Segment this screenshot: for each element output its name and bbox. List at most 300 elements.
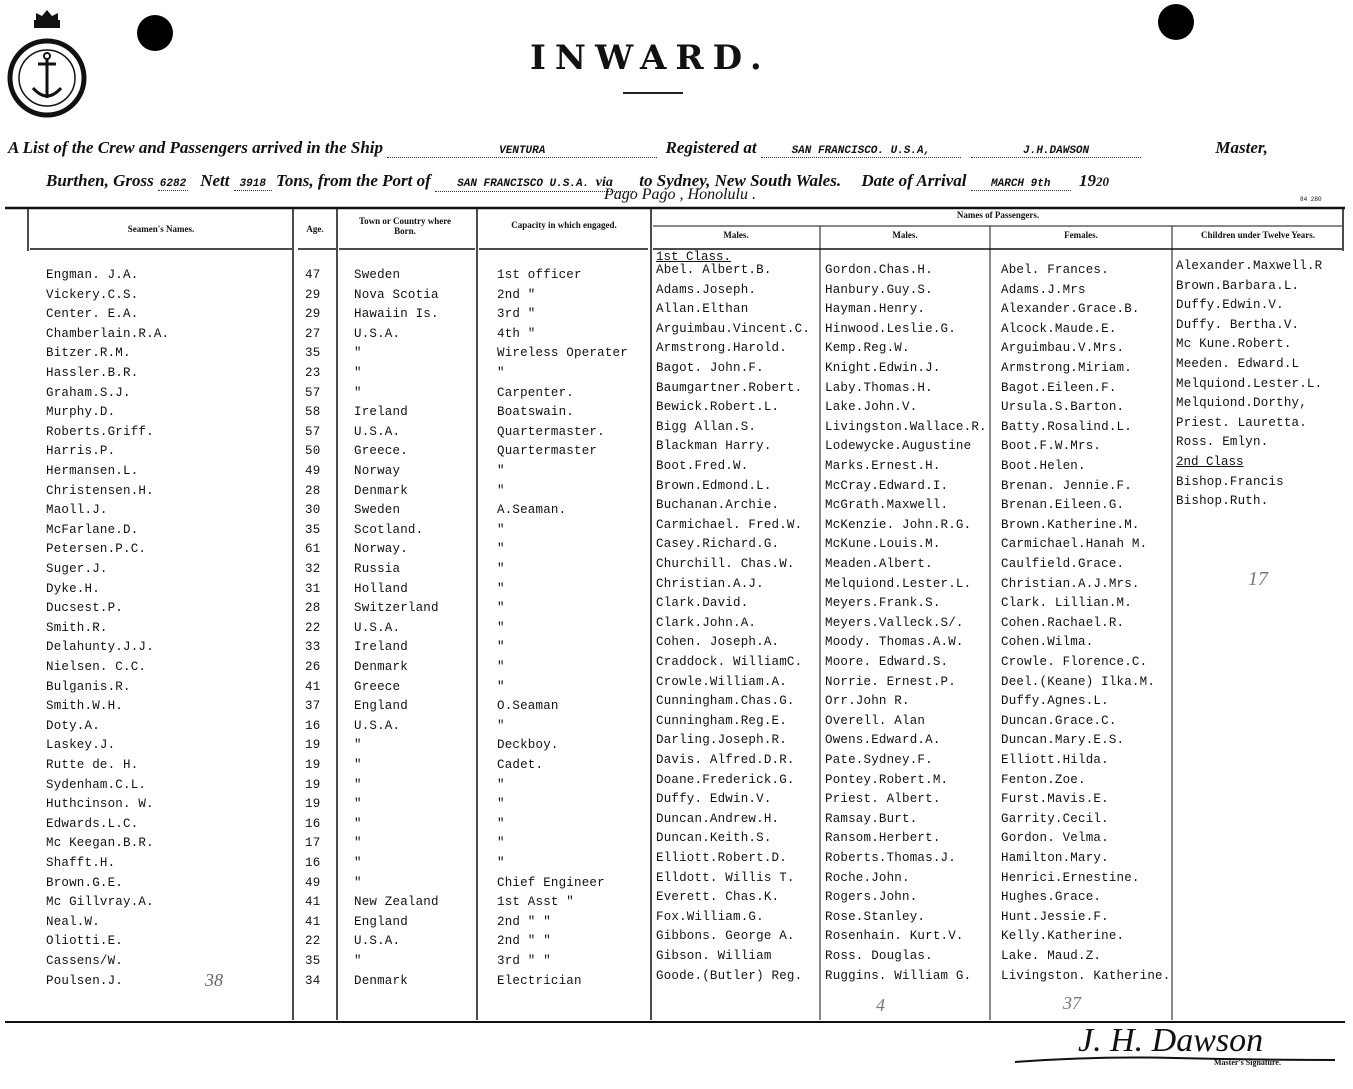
crew-capacity: "	[497, 856, 505, 870]
crew-capacity: 2nd " "	[497, 915, 551, 929]
crew-capacity: "	[497, 366, 505, 380]
crew-birthplace: "	[354, 778, 362, 792]
crew-name: Ducsest.P.	[46, 601, 124, 615]
crew-capacity: "	[497, 719, 505, 733]
female-passenger: Fenton.Zoe.	[1001, 773, 1086, 787]
female-passenger: Furst.Mavis.E.	[1001, 792, 1109, 806]
crew-capacity: 1st Asst "	[497, 895, 575, 909]
crew-birthplace: Ireland	[354, 405, 408, 419]
male-passenger-2: McCray.Edward.I.	[825, 479, 949, 493]
crew-age: 19	[305, 738, 321, 752]
crew-age: 35	[305, 346, 321, 360]
male-passenger-1: Crowle.William.A.	[656, 675, 787, 689]
male-passenger-2: Pontey.Robert.M.	[825, 773, 949, 787]
female-passenger: Livingston. Katherine.	[1001, 969, 1171, 983]
male-passenger-2: McKune.Louis.M.	[825, 537, 941, 551]
crew-age: 30	[305, 503, 321, 517]
crew-birthplace: "	[354, 797, 362, 811]
crew-capacity: "	[497, 582, 505, 596]
male-passenger-2: Orr.John R.	[825, 694, 910, 708]
crew-birthplace: Sweden	[354, 268, 401, 282]
col-header-capacity: Capacity in which engaged.	[511, 220, 617, 230]
female-passenger: Christian.A.J.Mrs.	[1001, 577, 1140, 591]
crew-name: Doty.A.	[46, 719, 100, 733]
crew-capacity: 4th "	[497, 327, 536, 341]
male-passenger-2: Livingston.Wallace.R.	[825, 420, 987, 434]
col-header-females: Females.	[1064, 230, 1098, 240]
crew-age: 57	[305, 425, 321, 439]
crew-age: 57	[305, 386, 321, 400]
male-passenger-1: Armstrong.Harold.	[656, 341, 787, 355]
crew-capacity: "	[497, 523, 505, 537]
female-passenger: Adams.J.Mrs	[1001, 283, 1086, 297]
male-passenger-1: Bagot. John.F.	[656, 361, 764, 375]
crew-capacity: "	[497, 817, 505, 831]
crew-birthplace: Hawaiin Is.	[354, 307, 439, 321]
form-number: 84 280	[1300, 196, 1322, 203]
crew-birthplace: "	[354, 738, 362, 752]
registered-port: SAN FRANCISCO. U.S.A,	[761, 145, 961, 158]
crew-name: Sydenham.C.L.	[46, 778, 147, 792]
crew-capacity: 1st officer	[497, 268, 582, 282]
male-passenger-1: Arguimbau.Vincent.C.	[656, 322, 811, 336]
crew-name: Shafft.H.	[46, 856, 116, 870]
crew-birthplace: Denmark	[354, 974, 408, 988]
crew-age: 17	[305, 836, 321, 850]
female-passenger: Garrity.Cecil.	[1001, 812, 1109, 826]
crew-name: Delahunty.J.J.	[46, 640, 154, 654]
master-name: J.H.DAWSON	[971, 145, 1141, 158]
header-text-arrival: Date of Arrival	[861, 171, 967, 190]
crew-name: Christensen.H.	[46, 484, 154, 498]
female-passenger: Brown.Katherine.M.	[1001, 518, 1140, 532]
pencil-note-17: 17	[1248, 568, 1268, 590]
crew-birthplace: New Zealand	[354, 895, 439, 909]
master-signature: J. H. Dawson	[1078, 1022, 1264, 1059]
male-passenger-2: Ransom.Herbert.	[825, 831, 941, 845]
female-passenger: Alcock.Maude.E.	[1001, 322, 1117, 336]
male-passenger-1: Elldott. Willis T.	[656, 871, 795, 885]
col-header-born: Town or Country where Born.	[358, 216, 452, 236]
crew-capacity: O.Seaman	[497, 699, 559, 713]
female-passenger: Hamilton.Mary.	[1001, 851, 1109, 865]
male-passenger-2: Ruggins. William G.	[825, 969, 972, 983]
crew-name: McFarlane.D.	[46, 523, 139, 537]
male-passenger-1: Fox.William.G.	[656, 910, 764, 924]
header-text-destination: to Sydney, New South Wales.	[639, 171, 842, 190]
female-passenger: Deel.(Keane) Ilka.M.	[1001, 675, 1156, 689]
arrival-year-suffix: 20	[1095, 174, 1109, 189]
crew-age: 41	[305, 895, 321, 909]
crew-name: Graham.S.J.	[46, 386, 131, 400]
male-passenger-2: Roberts.Thomas.J.	[825, 851, 956, 865]
crew-birthplace: "	[354, 836, 362, 850]
male-passenger-2: Laby.Thomas.H.	[825, 381, 933, 395]
crew-birthplace: "	[354, 856, 362, 870]
male-passenger-2: Rosenhain. Kurt.V.	[825, 929, 964, 943]
male-passenger-1: Carmichael. Fred.W.	[656, 518, 803, 532]
female-passenger: Bagot.Eileen.F.	[1001, 381, 1117, 395]
child-passenger-2nd: Bishop.Francis	[1176, 475, 1284, 489]
female-passenger: Batty.Rosalind.L.	[1001, 420, 1132, 434]
crew-age: 16	[305, 856, 321, 870]
crew-name: Edwards.L.C.	[46, 817, 139, 831]
male-passenger-2: McGrath.Maxwell.	[825, 498, 949, 512]
signature-label: Master's Signature.	[1214, 1058, 1281, 1067]
male-passenger-2: Pate.Sydney.F.	[825, 753, 933, 767]
crew-age: 49	[305, 876, 321, 890]
female-passenger: Boot.F.W.Mrs.	[1001, 439, 1102, 453]
crew-capacity: "	[497, 542, 505, 556]
crew-birthplace: U.S.A.	[354, 719, 401, 733]
crew-capacity: "	[497, 562, 505, 576]
male-passenger-2: Meaden.Albert.	[825, 557, 933, 571]
child-passenger: Alexander.Maxwell.R	[1176, 259, 1323, 273]
male-passenger-2: Kemp.Reg.W.	[825, 341, 910, 355]
female-passenger: Duncan.Mary.E.S.	[1001, 733, 1125, 747]
crew-name: Smith.W.H.	[46, 699, 124, 713]
male-passenger-1: Cunningham.Chas.G.	[656, 694, 795, 708]
crew-capacity: "	[497, 836, 505, 850]
male-passenger-1: Clark.John.A.	[656, 616, 757, 630]
child-passenger: Melquiond.Dorthy,	[1176, 396, 1307, 410]
female-passenger: Arguimbau.V.Mrs.	[1001, 341, 1125, 355]
crew-birthplace: U.S.A.	[354, 327, 401, 341]
male-passenger-1: Gibbons. George A.	[656, 929, 795, 943]
female-passenger: Elliott.Hilda.	[1001, 753, 1109, 767]
male-passenger-2: Marks.Ernest.H.	[825, 459, 941, 473]
crew-name: Nielsen. C.C.	[46, 660, 147, 674]
male-passenger-2: Moody. Thomas.A.W.	[825, 635, 964, 649]
crew-name: Bitzer.R.M.	[46, 346, 131, 360]
crew-age: 49	[305, 464, 321, 478]
crew-age: 33	[305, 640, 321, 654]
header-text-nett: Nett	[200, 171, 230, 190]
gross-tons: 6282	[159, 178, 187, 190]
female-passenger: Clark. Lillian.M.	[1001, 596, 1132, 610]
crew-capacity: 2nd " "	[497, 934, 551, 948]
female-passenger: Hunt.Jessie.F.	[1001, 910, 1109, 924]
crew-capacity: "	[497, 680, 505, 694]
header-text-burthen: Burthen, Gross	[46, 171, 154, 190]
male-passenger-2: Norrie. Ernest.P.	[825, 675, 956, 689]
crew-name: Vickery.C.S.	[46, 288, 139, 302]
child-passenger: Brown.Barbara.L.	[1176, 279, 1300, 293]
crew-age: 29	[305, 288, 321, 302]
male-passenger-2: Lodewycke.Augustine	[825, 439, 972, 453]
male-passenger-1: Buchanan.Archie.	[656, 498, 780, 512]
male-passenger-1: Cunningham.Reg.E.	[656, 714, 787, 728]
crew-capacity: "	[497, 640, 505, 654]
crew-capacity: Carpenter.	[497, 386, 575, 400]
crew-age: 32	[305, 562, 321, 576]
crew-age: 19	[305, 797, 321, 811]
crew-name: Hermansen.L.	[46, 464, 139, 478]
female-passenger: Armstrong.Miriam.	[1001, 361, 1132, 375]
male-passenger-2: Rose.Stanley.	[825, 910, 926, 924]
crew-birthplace: "	[354, 817, 362, 831]
second-class-label: 2nd Class	[1176, 455, 1244, 469]
from-port-typed: SAN FRANCISCO U.S.A.	[457, 178, 590, 190]
signature-flourish	[1010, 1040, 1340, 1070]
male-passenger-1: Brown.Edmond.L.	[656, 479, 772, 493]
female-passenger: Brenan.Eileen.G.	[1001, 498, 1125, 512]
female-passenger: Duffy.Agnes.L.	[1001, 694, 1109, 708]
crew-age: 28	[305, 601, 321, 615]
crew-birthplace: "	[354, 758, 362, 772]
male-passenger-1: Bewick.Robert.L.	[656, 400, 780, 414]
crew-capacity: Quartermaster.	[497, 425, 605, 439]
crew-capacity: "	[497, 778, 505, 792]
male-passenger-2: Roche.John.	[825, 871, 910, 885]
crew-birthplace: U.S.A.	[354, 621, 401, 635]
female-passenger: Crowle. Florence.C.	[1001, 655, 1148, 669]
crew-age: 41	[305, 680, 321, 694]
female-passenger: Cohen.Wilma.	[1001, 635, 1094, 649]
crew-age: 22	[305, 621, 321, 635]
male-passenger-1: Adams.Joseph.	[656, 283, 757, 297]
male-passenger-1: Cohen. Joseph.A.	[656, 635, 780, 649]
crew-birthplace: "	[354, 386, 362, 400]
male-passenger-2: Lake.John.V.	[825, 400, 918, 414]
crew-birthplace: U.S.A.	[354, 425, 401, 439]
pencil-note-38: 38	[205, 970, 223, 990]
female-passenger: Henrici.Ernestine.	[1001, 871, 1140, 885]
female-passenger: Hughes.Grace.	[1001, 890, 1102, 904]
crew-age: 41	[305, 915, 321, 929]
crew-birthplace: Holland	[354, 582, 408, 596]
crew-birthplace: Norway.	[354, 542, 408, 556]
male-passenger-1: Blackman Harry.	[656, 439, 772, 453]
male-passenger-1: Davis. Alfred.D.R.	[656, 753, 795, 767]
crew-age: 37	[305, 699, 321, 713]
col-header-passengers: Names of Passengers.	[956, 210, 1040, 220]
male-passenger-2: Meyers.Valleck.S/.	[825, 616, 964, 630]
arrival-year-prefix: 19	[1078, 171, 1096, 190]
crew-age: 47	[305, 268, 321, 282]
crew-birthplace: Greece	[354, 680, 401, 694]
male-passenger-2: Ross. Douglas.	[825, 949, 933, 963]
from-port-handwritten: via	[595, 175, 613, 190]
child-passenger: Ross. Emlyn.	[1176, 435, 1269, 449]
nett-tons: 3918	[234, 178, 272, 191]
male-passenger-1: Darling.Joseph.R.	[656, 733, 787, 747]
crew-name: Oliotti.E.	[46, 934, 124, 948]
male-passenger-1: Duncan.Andrew.H.	[656, 812, 780, 826]
crew-name: Chamberlain.R.A.	[46, 327, 170, 341]
crew-capacity: Wireless Operater	[497, 346, 628, 360]
crew-birthplace: "	[354, 876, 362, 890]
header-text-master: Master,	[1215, 138, 1268, 157]
male-passenger-1: Duffy. Edwin.V.	[656, 792, 772, 806]
female-passenger: Gordon. Velma.	[1001, 831, 1109, 845]
crew-age: 27	[305, 327, 321, 341]
crew-name: Neal.W.	[46, 915, 100, 929]
crew-capacity: Quartermaster	[497, 444, 598, 458]
crew-name: Brown.G.E.	[46, 876, 124, 890]
crew-name: Poulsen.J.	[46, 974, 124, 988]
male-passenger-1: Casey.Richard.G.	[656, 537, 780, 551]
male-passenger-2: Hanbury.Guy.S.	[825, 283, 933, 297]
crew-birthplace: Nova Scotia	[354, 288, 439, 302]
female-passenger: Brenan. Jennie.F.	[1001, 479, 1132, 493]
crew-age: 29	[305, 307, 321, 321]
female-passenger: Carmichael.Hanah M.	[1001, 537, 1148, 551]
crew-age: 61	[305, 542, 321, 556]
crew-age: 16	[305, 817, 321, 831]
male-passenger-1: Doane.Frederick.G.	[656, 773, 795, 787]
female-passenger: Lake. Maud.Z.	[1001, 949, 1102, 963]
male-passenger-2: Melquiond.Lester.L.	[825, 577, 972, 591]
first-class-label: 1st Class.	[656, 250, 732, 264]
crew-age: 19	[305, 778, 321, 792]
female-passenger: Duncan.Grace.C.	[1001, 714, 1117, 728]
child-passenger: Meeden. Edward.L	[1176, 357, 1300, 371]
child-passenger: Priest. Lauretta.	[1176, 416, 1307, 430]
male-passenger-1: Elliott.Robert.D.	[656, 851, 787, 865]
crew-age: 19	[305, 758, 321, 772]
crew-capacity: "	[497, 660, 505, 674]
child-passenger: Duffy. Bertha.V.	[1176, 318, 1300, 332]
col-header-males-2: Males.	[892, 230, 918, 240]
crew-capacity: "	[497, 464, 505, 478]
crew-capacity: "	[497, 621, 505, 635]
crew-name: Roberts.Griff.	[46, 425, 154, 439]
female-passenger: Cohen.Rachael.R.	[1001, 616, 1125, 630]
col-header-seamen: Seamen's Names.	[127, 224, 195, 234]
female-passenger: Ursula.S.Barton.	[1001, 400, 1125, 414]
male-passenger-2: Moore. Edward.S.	[825, 655, 949, 669]
crew-name: Center. E.A.	[46, 307, 139, 321]
via-ports-handwritten: Pago Pago , Honolulu .	[604, 186, 756, 203]
crew-name: Laskey.J.	[46, 738, 116, 752]
male-passenger-2: Priest. Albert.	[825, 792, 941, 806]
crew-capacity: Deckboy.	[497, 738, 559, 752]
crew-capacity: Cadet.	[497, 758, 544, 772]
crew-birthplace: Ireland	[354, 640, 408, 654]
crew-birthplace: Scotland.	[354, 523, 424, 537]
crew-name: Huthcinson. W.	[46, 797, 154, 811]
child-passenger: Melquiond.Lester.L.	[1176, 377, 1323, 391]
crew-capacity: "	[497, 484, 505, 498]
female-passenger: Alexander.Grace.B.	[1001, 302, 1140, 316]
crew-birthplace: U.S.A.	[354, 934, 401, 948]
crew-name: Maoll.J.	[46, 503, 108, 517]
crew-age: 58	[305, 405, 321, 419]
male-passenger-1: Gibson. William	[656, 949, 772, 963]
male-passenger-2: Overell. Alan	[825, 714, 926, 728]
crew-name: Murphy.D.	[46, 405, 116, 419]
crew-capacity: 2nd "	[497, 288, 536, 302]
male-passenger-1: Clark.David.	[656, 596, 749, 610]
crew-capacity: "	[497, 601, 505, 615]
crew-name: Mc Keegan.B.R.	[46, 836, 154, 850]
pencil-note-4: 4	[876, 995, 885, 1015]
male-passenger-1: Christian.A.J.	[656, 577, 764, 591]
col-header-males-1: Males.	[723, 230, 749, 240]
crew-name: Suger.J.	[46, 562, 108, 576]
arrival-date: MARCH 9th	[971, 178, 1071, 191]
crew-birthplace: Denmark	[354, 660, 408, 674]
crew-name: Rutte de. H.	[46, 758, 139, 772]
crew-birthplace: England	[354, 915, 408, 929]
col-header-children: Children under Twelve Years.	[1200, 230, 1315, 240]
crew-name: Engman. J.A.	[46, 268, 139, 282]
male-passenger-1: Duncan.Keith.S.	[656, 831, 772, 845]
male-passenger-1: Abel. Albert.B.	[656, 263, 772, 277]
female-passenger: Kelly.Katherine.	[1001, 929, 1125, 943]
crew-birthplace: Denmark	[354, 484, 408, 498]
ship-name: VENTURA	[387, 145, 657, 158]
female-passenger: Abel. Frances.	[1001, 263, 1109, 277]
crew-birthplace: "	[354, 366, 362, 380]
crew-age: 35	[305, 523, 321, 537]
male-passenger-1: Boot.Fred.W.	[656, 459, 749, 473]
crew-name: Hassler.B.R.	[46, 366, 139, 380]
page-title: INWARD.	[530, 38, 771, 78]
male-passenger-2: Knight.Edwin.J.	[825, 361, 941, 375]
male-passenger-2: Meyers.Frank.S.	[825, 596, 941, 610]
child-passenger: Duffy.Edwin.V.	[1176, 298, 1284, 312]
crew-age: 26	[305, 660, 321, 674]
crew-name: Harris.P.	[46, 444, 116, 458]
crew-capacity: Chief Engineer	[497, 876, 605, 890]
crew-name: Mc Gillvray.A.	[46, 895, 154, 909]
male-passenger-2: Hinwood.Leslie.G.	[825, 322, 956, 336]
crew-capacity: 3rd " "	[497, 954, 551, 968]
male-passenger-2: Ramsay.Burt.	[825, 812, 918, 826]
male-passenger-1: Craddock. WilliamC.	[656, 655, 803, 669]
crew-birthplace: England	[354, 699, 408, 713]
male-passenger-2: Gordon.Chas.H.	[825, 263, 933, 277]
crew-age: 50	[305, 444, 321, 458]
crew-birthplace: Sweden	[354, 503, 401, 517]
header-text-port: Tons, from the Port of	[276, 171, 431, 190]
crew-name: Dyke.H.	[46, 582, 100, 596]
crew-age: 22	[305, 934, 321, 948]
crew-name: Bulganis.R.	[46, 680, 131, 694]
crew-age: 34	[305, 974, 321, 988]
male-passenger-2: Rogers.John.	[825, 890, 918, 904]
crew-capacity: Boatswain.	[497, 405, 575, 419]
male-passenger-2: Owens.Edward.A.	[825, 733, 941, 747]
female-passenger: Boot.Helen.	[1001, 459, 1086, 473]
crew-birthplace: "	[354, 954, 362, 968]
male-passenger-1: Everett. Chas.K.	[656, 890, 780, 904]
crew-birthplace: "	[354, 346, 362, 360]
crew-age: 16	[305, 719, 321, 733]
crew-age: 31	[305, 582, 321, 596]
crew-name: Cassens/W.	[46, 954, 124, 968]
male-passenger-1: Goode.(Butler) Reg.	[656, 969, 803, 983]
crew-capacity: A.Seaman.	[497, 503, 567, 517]
male-passenger-2: McKenzie. John.R.G.	[825, 518, 972, 532]
female-passenger: Caulfield.Grace.	[1001, 557, 1125, 571]
child-passenger: Mc Kune.Robert.	[1176, 337, 1292, 351]
crew-birthplace: Greece.	[354, 444, 408, 458]
child-passenger-2nd: Bishop.Ruth.	[1176, 494, 1269, 508]
header-text-registered: Registered at	[665, 138, 757, 157]
male-passenger-2: Hayman.Henry.	[825, 302, 926, 316]
male-passenger-1: Bigg Allan.S.	[656, 420, 757, 434]
crew-name: Smith.R.	[46, 621, 108, 635]
male-passenger-1: Baumgartner.Robert.	[656, 381, 803, 395]
pencil-note-37: 37	[1063, 993, 1081, 1013]
crew-birthplace: Norway	[354, 464, 401, 478]
crew-age: 28	[305, 484, 321, 498]
male-passenger-1: Churchill. Chas.W.	[656, 557, 795, 571]
crew-birthplace: Switzerland	[354, 601, 439, 615]
